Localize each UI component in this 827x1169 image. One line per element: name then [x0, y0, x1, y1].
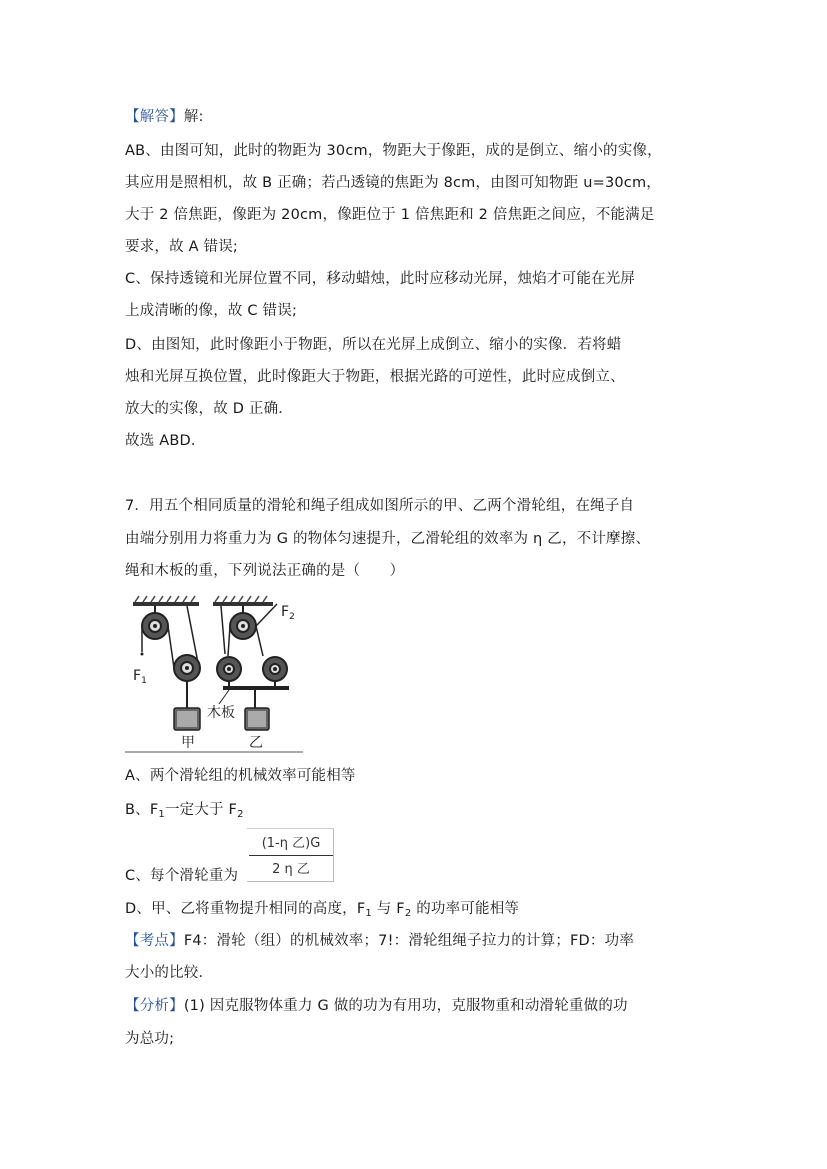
- answer-line: 故选 ABD．: [125, 433, 206, 449]
- kaodian-tag: 【考点】: [125, 933, 184, 949]
- answer-line: D、由图知，此时像距小于物距，所以在光屏上成倒立、缩小的实像．若将蜡: [125, 337, 622, 353]
- fenxi-line: 【分析】(1) 因克服物体重力 G 做的功为有用功，克服物重和动滑轮重做的功: [125, 998, 628, 1014]
- answer-heading: [125, 107, 204, 127]
- answer-line: 其应用是照相机，故 B 正确；若凸透镜的焦距为 8cm，由图可知物距 u=30cm，: [125, 175, 661, 191]
- fenxi-line-2: 为总功;: [125, 1031, 175, 1047]
- option-c: C、每个滑轮重为: [125, 868, 239, 884]
- answer-line: 烛和光屏互换位置，此时像距大于物距，根据光路的可逆性，此时应成倒立、: [125, 369, 625, 385]
- answer-line: 要求，故 A 错误;: [125, 239, 239, 255]
- kaodian-line-2: 大小的比较．: [125, 965, 214, 981]
- label-jia: 甲: [181, 735, 195, 751]
- force-label-f2: $F_2$: [281, 604, 295, 622]
- ceiling-left: [133, 596, 199, 606]
- answer-line: AB、由图可知，此时的物距为 30cm，物距大于像距，成的是倒立、缩小的实像，: [125, 143, 662, 159]
- answer-line: C、保持透镜和光屏位置不同，移动蜡烛，此时应移动光屏，烛焰才可能在光屏: [125, 271, 636, 287]
- answer-intro: 解:: [183, 109, 204, 125]
- option-b: B、$F_1$一定大于 $F_2$: [125, 802, 244, 820]
- fenxi-tag: 【分析】: [125, 998, 184, 1014]
- question-line: 绳和木板的重，下列说法正确的是（ ）: [125, 563, 405, 579]
- option-d: D、甲、乙将重物提升相同的高度，$F_1$ 与 $F_2$ 的功率可能相等: [125, 901, 520, 919]
- question-line: 7．用五个相同质量的滑轮和绳子组成如图所示的甲、乙两个滑轮组，在绳子自: [125, 498, 635, 514]
- kaodian-line: 【考点】F4：滑轮（组）的机械效率；7!：滑轮组绳子拉力的计算；FD：功率: [125, 933, 635, 949]
- fraction-numerator: (1-η 乙)G: [261, 836, 321, 851]
- ceiling-right: [213, 596, 273, 606]
- force-label-f1: $F_1$: [133, 668, 147, 686]
- fraction-denominator: 2 η 乙: [272, 862, 310, 877]
- option-c-fraction: [247, 828, 335, 882]
- board-label: 木板: [207, 705, 235, 721]
- answer-line: 上成清晰的像，故 C 错误;: [125, 303, 298, 319]
- question-line: 由端分别用力将重力为 G 的物体匀速提升，乙滑轮组的效率为 η 乙，不计摩擦、: [125, 531, 651, 547]
- answer-tag: 【解答】: [125, 109, 184, 125]
- label-yi: 乙: [249, 735, 263, 751]
- answer-line: 大于 2 倍焦距，像距为 20cm，像距位于 1 倍焦距和 2 倍焦距之间应，不能满足: [125, 207, 655, 223]
- wooden-board: [223, 686, 289, 690]
- answer-line: 放大的实像，故 D 正确．: [125, 401, 293, 417]
- option-a: A、两个滑轮组的机械效率可能相等: [125, 768, 356, 784]
- pulley-system-jia: [141, 606, 201, 730]
- pulley-figure: [125, 592, 305, 754]
